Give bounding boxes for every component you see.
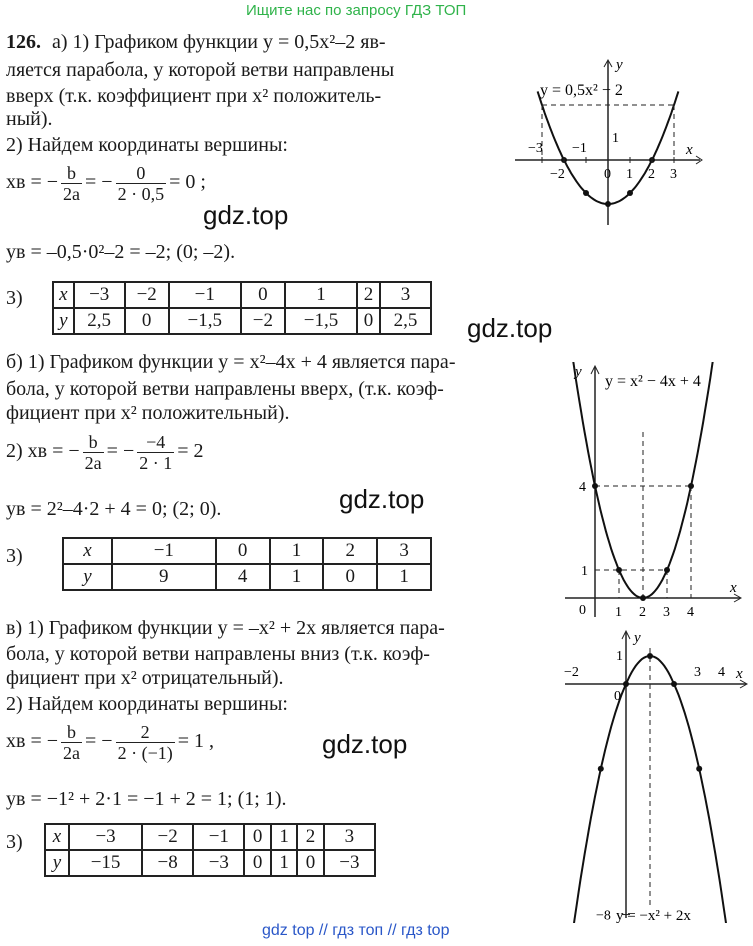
y-axis-label: y (616, 57, 623, 73)
graph-title: y = −x² + 2x (616, 908, 691, 923)
y-axis-label: y (634, 630, 641, 646)
table-header-cell: x (45, 824, 69, 850)
y-tick-label: 1 (616, 649, 623, 664)
y-tick-label: 1 (581, 564, 588, 579)
part-a-vertex-x: xв = − $\frac{b}{2a}$ = − $\frac{0}{2 \cdot 0,5}$ = 0 ; (6, 163, 206, 204)
table-cell: −2 (241, 308, 285, 334)
watermark: gdz.top (339, 484, 425, 514)
table-cell: −3 (193, 850, 244, 876)
part-b-vertex-x: 2) xв = − $\frac{b}{2a}$ = − $\frac{-4}{2 \cdot 1}$ = 2 (6, 432, 204, 473)
data-point (664, 567, 670, 573)
data-point (583, 190, 589, 196)
table-header-cell: y (45, 850, 69, 876)
table-cell: 0 (216, 538, 270, 564)
table-cell: −1 (112, 538, 216, 564)
table-row (45, 850, 375, 876)
part-a-line3: вверх (т.к. коэффициент при x² положитель- (6, 85, 382, 107)
y-tick-label: 1 (612, 131, 619, 146)
x-axis-label: x (730, 580, 737, 596)
table-cell: 2 (323, 538, 377, 564)
table-cell: 2 (357, 282, 380, 308)
part-a-vertex-y: yв = –0,5·0²–2 = –2; (0; –2). (6, 241, 236, 263)
table-cell: −2 (142, 824, 193, 850)
data-point (598, 766, 604, 772)
x-tick-label: 0 (614, 689, 621, 704)
table-cell: −3 (324, 850, 375, 876)
data-point (671, 681, 677, 687)
part-b-graph (560, 362, 745, 622)
x-axis-label: x (736, 666, 743, 682)
x-tick-label: 2 (639, 605, 646, 620)
part-c-graph (560, 628, 750, 923)
part-b-line3: фициент при x² положительный). (6, 402, 290, 424)
table-cell: 1 (270, 538, 324, 564)
table-cell: 4 (216, 564, 270, 590)
x-tick-label: −2 (564, 665, 579, 680)
x-tick-label: −2 (550, 167, 565, 182)
table-cell: −1 (169, 282, 241, 308)
table-cell: −3 (74, 282, 125, 308)
part-a-step2: 2) Найдем координаты вершины: (6, 134, 288, 156)
part-c-vertex-x: xв = − $\frac{b}{2a}$ = − $\frac{2}{2 \cdot (-1)}$ = 1 , (6, 722, 214, 763)
x-tick-label: 1 (626, 167, 633, 182)
part-a-value-table (52, 281, 432, 335)
table-cell: −1 (193, 824, 244, 850)
table-cell: 3 (380, 282, 431, 308)
y-tick-label: 4 (579, 480, 586, 495)
watermark: gdz.top (203, 200, 289, 230)
table-cell: −2 (125, 282, 169, 308)
data-point (605, 201, 611, 207)
table-cell: 0 (244, 824, 270, 850)
table-cell: −1,5 (285, 308, 357, 334)
x-tick-label: 4 (687, 605, 694, 620)
table-row (53, 282, 431, 308)
data-point (647, 653, 653, 659)
table-cell: −3 (69, 824, 142, 850)
x-tick-label: 3 (670, 167, 677, 182)
origin-label: 0 (579, 603, 586, 618)
x-tick-label: 2 (648, 167, 655, 182)
data-point (616, 567, 622, 573)
data-point (592, 483, 598, 489)
table-cell: 2,5 (74, 308, 125, 334)
table-row (45, 824, 375, 850)
table-header-cell: y (53, 308, 74, 334)
table-header-cell: x (53, 282, 74, 308)
table-cell: 1 (271, 824, 297, 850)
table-cell: 0 (357, 308, 380, 334)
part-c-vertex-y: yв = −1² + 2·1 = −1 + 2 = 1; (1; 1). (6, 788, 287, 810)
table-cell: 1 (285, 282, 357, 308)
table-cell: 0 (241, 282, 285, 308)
watermark: gdz.top (467, 313, 553, 343)
table-cell: 2,5 (380, 308, 431, 334)
x-axis-label: x (686, 142, 693, 158)
part-c-value-table (44, 823, 376, 877)
part-c-table-label: 3) (6, 831, 23, 853)
data-point (623, 681, 629, 687)
x-tick-label: −1 (572, 141, 587, 156)
x-tick-label: 4 (718, 665, 725, 680)
table-header-cell: y (63, 564, 112, 590)
part-c-line2: бола, у которой ветви направлены вниз (т.к. коэф- (6, 643, 430, 665)
footer-text[interactable]: gdz top // гдз топ // гдз top (262, 922, 450, 939)
part-b-value-table (62, 537, 432, 591)
graph-title: y = 0,5x² − 2 (540, 82, 623, 99)
graph-title: y = x² − 4x + 4 (605, 373, 701, 390)
table-cell: 9 (112, 564, 216, 590)
table-cell: 0 (125, 308, 169, 334)
x-tick-label: −3 (528, 141, 543, 156)
table-row (53, 308, 431, 334)
part-b-table-label: 3) (6, 545, 23, 567)
table-cell: 1 (377, 564, 431, 590)
x-tick-label: 0 (604, 167, 611, 182)
data-point (640, 595, 646, 601)
part-a-table-label: 3) (6, 287, 23, 309)
table-cell: 0 (323, 564, 377, 590)
table-cell: 2 (297, 824, 323, 850)
table-row (63, 564, 431, 590)
watermark: gdz.top (322, 729, 408, 759)
part-b-vertex-y: yв = 2²–4·2 + 4 = 0; (2; 0). (6, 498, 222, 520)
table-cell: 0 (244, 850, 270, 876)
data-point (688, 483, 694, 489)
table-cell: 1 (270, 564, 324, 590)
part-c-line3: фициент при x² отрицательный). (6, 667, 284, 689)
table-cell: 1 (271, 850, 297, 876)
table-cell: 0 (297, 850, 323, 876)
part-a-line1: а) 1) Графиком функции y = 0,5x²–2 яв- (52, 31, 386, 53)
part-b-line2: бола, у которой ветви направлены вверх, (т.к. коэф- (6, 378, 444, 400)
table-cell: 3 (324, 824, 375, 850)
table-row (63, 538, 431, 564)
part-b-line1: б) 1) Графиком функции y = x²–4x + 4 является пара- (6, 351, 456, 373)
part-a-line2: ляется парабола, у которой ветви направлены (6, 59, 395, 81)
table-header-cell: x (63, 538, 112, 564)
x-tick-label: 1 (615, 605, 622, 620)
table-cell: −8 (142, 850, 193, 876)
table-cell: 3 (377, 538, 431, 564)
part-a-line4: ный). (6, 108, 53, 130)
table-cell: −1,5 (169, 308, 241, 334)
table-cell: −15 (69, 850, 142, 876)
x-tick-label: 3 (663, 605, 670, 620)
y-axis-label: y (575, 364, 582, 380)
part-c-line1: в) 1) Графиком функции y = –x² + 2x является пара- (6, 617, 445, 639)
x-tick-label: 3 (694, 665, 701, 680)
data-point (627, 190, 633, 196)
data-point (696, 766, 702, 772)
part-c-step2: 2) Найдем координаты вершины: (6, 693, 288, 715)
problem-number: 126. (6, 31, 41, 53)
part-a-graph (510, 55, 710, 230)
y-tick-label: −8 (596, 908, 611, 923)
banner-text[interactable]: Ищите нас по запросу ГДЗ ТОП (246, 2, 467, 19)
